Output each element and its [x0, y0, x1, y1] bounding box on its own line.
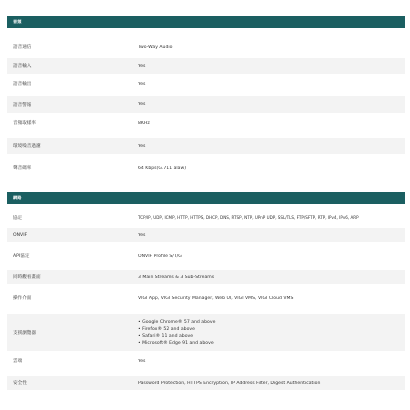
network-section-header: 網路: [7, 192, 405, 204]
spec-value: Yes: [138, 358, 146, 364]
spec-value: Yes: [138, 102, 146, 107]
spec-row: [7, 376, 405, 390]
spec-value: Yes: [138, 232, 146, 238]
spec-row: [7, 228, 405, 242]
spec-label: 安全性: [13, 381, 27, 386]
spec-label: 協定: [13, 215, 23, 221]
spec-row: [7, 210, 405, 225]
spec-value: Yes: [138, 81, 146, 87]
spec-row: [7, 42, 405, 52]
spec-value: Yes: [138, 63, 146, 69]
spec-label: 操作介面: [13, 296, 32, 301]
spec-value: VIGI App, VIGI Security Manager, Web UI, VIGI VMS, VIGI Cloud VMS: [138, 295, 294, 301]
spec-label: 語音輸出: [13, 82, 32, 87]
network-section: [7, 192, 405, 398]
spec-row: [7, 354, 405, 368]
spec-row: [7, 79, 405, 89]
spec-value: 64 Kbps(G.711 alaw): [138, 165, 187, 171]
spec-label: ONVIF: [13, 232, 28, 238]
spec-row: [7, 314, 405, 351]
spec-label: 雲端: [13, 359, 23, 364]
spec-row: [7, 118, 405, 128]
spec-label: 語音警報: [13, 102, 32, 108]
spec-row: [7, 96, 405, 113]
spec-label: 音頻取樣率: [13, 121, 36, 126]
browser-item: • Microsoft® Edge 91 and above: [138, 340, 214, 346]
spec-label: 聲音碼率: [13, 166, 32, 171]
spec-row: [7, 161, 405, 175]
spec-value: 3 Main Streams & 3 Sub-Streams: [138, 274, 215, 280]
spec-row: [7, 138, 405, 154]
spec-label: 支援瀏覽器: [13, 330, 36, 336]
browser-item: • Safari® 11 and above: [138, 333, 194, 339]
spec-value: Yes: [138, 143, 146, 149]
spec-value: ONVIF Profile S/T/G: [138, 253, 182, 259]
spec-label: 語音輸入: [13, 64, 32, 69]
browser-item: • Firefox® 52 and above: [138, 326, 195, 332]
spec-row: [7, 292, 405, 304]
spec-label: 同時觀看畫面: [13, 275, 41, 280]
spec-value: Password Protection, HTTPS Encryption, IP Address Filter, Digest Authentication: [138, 380, 321, 386]
spec-label: API協定: [13, 254, 30, 259]
spec-value: TCP/IP, UDP, ICMP, HTTP, HTTPS, DHCP, DNS, RTSP, NTP, UPnP UDP, SSL/TLS, FTP/SFTP, RTP, IPv4, IPv6, ARP: [138, 215, 359, 220]
spec-value: Two-Way Audio: [138, 44, 173, 50]
spec-label: 語音通信: [13, 45, 32, 50]
spec-label: 環境噪音過濾: [13, 144, 41, 149]
browser-item: • Google Chrome® 57 and above: [138, 319, 216, 325]
spec-value: 8KHz: [138, 120, 150, 126]
spec-row: [7, 58, 405, 74]
spec-row: [7, 270, 405, 284]
audio-section: [7, 16, 405, 184]
browser-list: [138, 319, 405, 347]
spec-row: [7, 250, 405, 262]
audio-section-header: 音頻: [7, 16, 405, 28]
